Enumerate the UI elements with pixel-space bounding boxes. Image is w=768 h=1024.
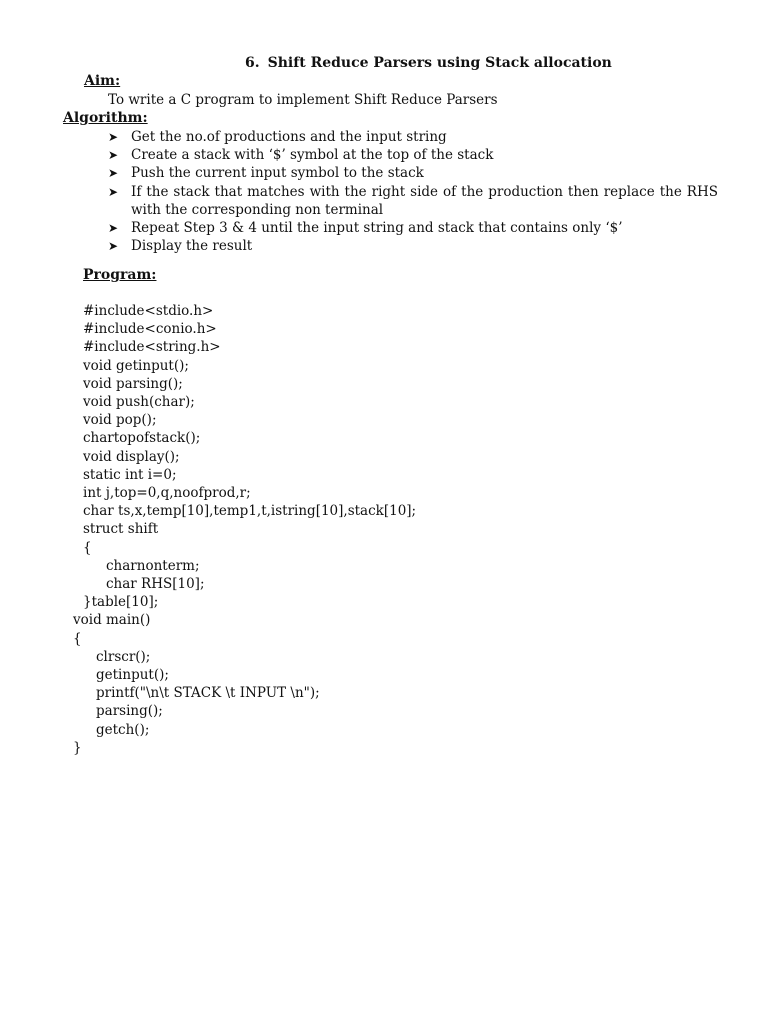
aim-text: To write a C program to implement Shift Reduce Parsers — [108, 92, 498, 108]
code-line: int j,top=0,q,noofprod,r; — [83, 485, 251, 501]
title-number: 6. — [245, 55, 260, 71]
code-line: getch(); — [96, 721, 150, 738]
document-title — [245, 55, 612, 71]
code-line: void main() — [73, 612, 151, 629]
code-line: void display(); — [83, 448, 180, 465]
algorithm-step — [108, 128, 718, 146]
algorithm-heading: Algorithm: — [63, 110, 148, 126]
code-line: void pop(); — [83, 412, 157, 429]
program-heading: Program: — [83, 267, 157, 283]
step-text: If the stack that matches with the right side of the production then replace the RHS with the corresponding non terminal — [131, 183, 718, 218]
code-line: clrscr(); — [96, 648, 151, 665]
algorithm-step — [108, 219, 718, 237]
code-line: } — [73, 739, 82, 756]
code-line: getinput(); — [96, 667, 169, 683]
arrow-bullet-icon: ➤ — [108, 166, 119, 181]
step-text: Create a stack with ‘$’ symbol at the top of the stack — [131, 147, 494, 164]
algorithm-step — [108, 146, 718, 164]
code-line: charnonterm; — [106, 557, 200, 574]
code-line: parsing(); — [96, 703, 163, 720]
arrow-bullet-icon: ➤ — [108, 239, 119, 254]
code-line: char ts,x,temp[10],temp1,t,istring[10],stack[10]; — [83, 503, 417, 520]
code-line: printf("\n\t STACK \t INPUT \n"); — [96, 685, 320, 702]
arrow-bullet-icon: ➤ — [108, 184, 119, 199]
code-line: #include<string.h> — [83, 339, 221, 356]
step-text: Display the result — [131, 238, 253, 255]
arrow-bullet-icon: ➤ — [108, 130, 119, 144]
code-line: char RHS[10]; — [106, 576, 205, 592]
step-text: Push the current input symbol to the stack — [131, 165, 424, 182]
algorithm-step — [108, 164, 718, 182]
code-line: { — [83, 539, 92, 556]
algorithm-step — [108, 237, 718, 255]
arrow-bullet-icon: ➤ — [108, 148, 119, 163]
code-line: static int i=0; — [83, 466, 177, 483]
title-text: Shift Reduce Parsers using Stack allocation — [267, 55, 612, 71]
code-line: chartopofstack(); — [83, 430, 201, 447]
aim-heading: Aim: — [84, 73, 121, 89]
code-line: void parsing(); — [83, 375, 183, 392]
algorithm-steps — [108, 128, 718, 255]
code-line: void push(char); — [83, 394, 195, 410]
code-line: void getinput(); — [83, 357, 189, 374]
step-text: Get the no.of productions and the input string — [131, 129, 447, 145]
code-line: #include<stdio.h> — [83, 303, 214, 319]
arrow-bullet-icon: ➤ — [108, 221, 119, 236]
step-text: Repeat Step 3 & 4 until the input string and stack that contains only ‘$’ — [131, 220, 623, 237]
code-line: #include<conio.h> — [83, 321, 217, 338]
code-line: struct shift — [83, 521, 159, 538]
code-line: }table[10]; — [83, 594, 159, 611]
code-line: { — [73, 630, 82, 647]
algorithm-step — [108, 183, 718, 219]
